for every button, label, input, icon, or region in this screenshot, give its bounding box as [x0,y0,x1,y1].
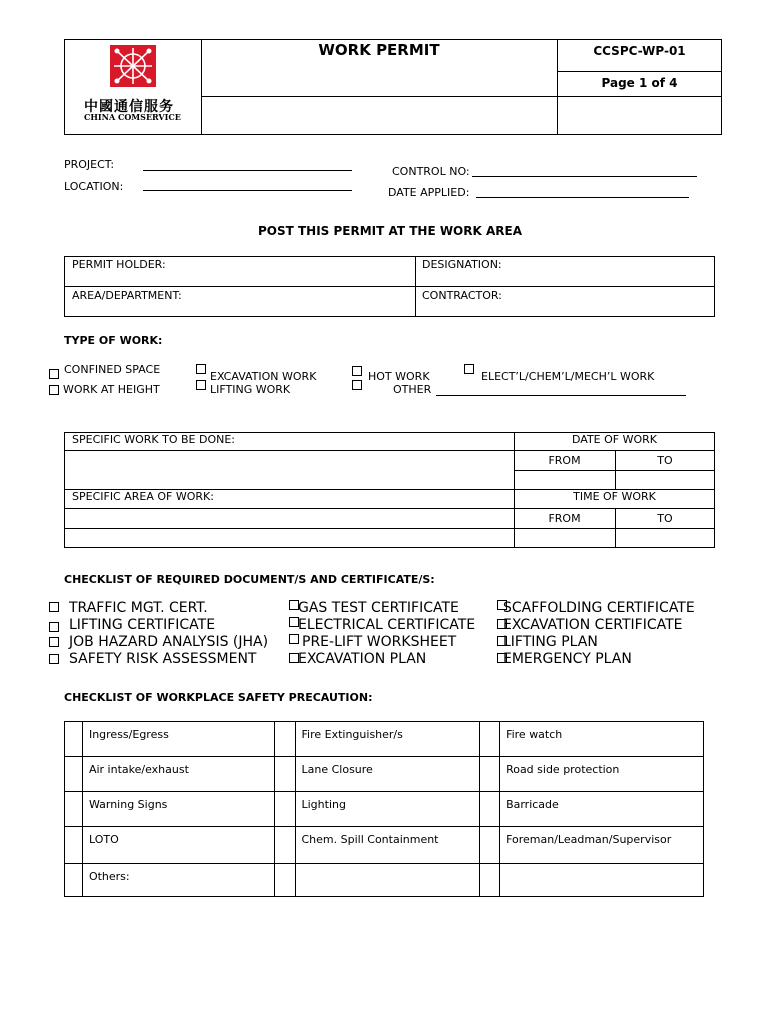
area-department-label: AREA/DEPARTMENT: [72,289,182,302]
precaution-item [295,864,480,897]
lifting-work-checkbox[interactable] [196,380,206,390]
work-table-row-2 [514,470,715,471]
other-checkbox[interactable] [352,380,362,390]
scaffolding-certificate-label: SCAFFOLDING CERTIFICATE [503,600,695,616]
project-label: PROJECT: [64,158,115,171]
precautions-table [64,721,704,897]
company-name-cn: 中國通信服务 [84,99,174,115]
date-of-work-label: DATE OF WORK [572,433,657,446]
table-row [65,827,704,864]
confined-space-checkbox[interactable] [49,369,59,379]
table-row [65,864,704,897]
lifting-certificate-checkbox[interactable] [49,622,59,632]
permit-holder-label: PERMIT HOLDER: [72,258,166,271]
work-table-row-5 [64,528,715,529]
time-from-label: FROM [548,512,581,525]
company-logo [110,45,156,87]
holder-table-col-divider [415,256,416,317]
time-to-label: TO [657,512,673,525]
excavation-work-label: EXCAVATION WORK [210,370,317,383]
work-table-row-4 [64,508,715,509]
lifting-work-label: LIFTING WORK [210,383,291,396]
traffic-mgt-cert-label: TRAFFIC MGT. CERT. [69,600,208,616]
precautions-heading: CHECKLIST OF WORKPLACE SAFETY PRECAUTION: [64,691,373,704]
document-code: CCSPC-WP-01 [593,44,686,58]
gas-test-certificate-label: GAS TEST CERTIFICATE [298,600,459,616]
control-no-label: CONTROL NO: [392,165,470,178]
page-title: WORK PERMIT [318,41,440,59]
precaution-checkbox-cell[interactable] [274,827,295,864]
location-label: LOCATION: [64,180,124,193]
pre-lift-worksheet-checkbox[interactable] [289,634,299,644]
table-row [65,792,704,827]
precaution-item: Foreman/Leadman/Supervisor [500,827,704,864]
excavation-certificate-label: EXCAVATION CERTIFICATE [503,617,683,633]
lifting-certificate-label: LIFTING CERTIFICATE [69,617,216,633]
jha-label: JOB HAZARD ANALYSIS (JHA) [69,634,269,650]
precaution-checkbox-cell[interactable] [65,864,83,897]
date-to-label: TO [657,454,673,467]
precaution-item: Chem. Spill Containment [295,827,480,864]
location-field[interactable] [143,190,352,191]
work-at-height-checkbox[interactable] [49,385,59,395]
precaution-item: Air intake/exhaust [82,757,274,792]
precaution-checkbox-cell[interactable] [480,722,500,757]
hot-work-checkbox[interactable] [352,366,362,376]
table-row [65,722,704,757]
precaution-item: Fire watch [500,722,704,757]
designation-label: DESIGNATION: [422,258,502,271]
precaution-checkbox-cell[interactable] [480,757,500,792]
header-divider-code [557,71,722,72]
emergency-plan-label: EMERGENCY PLAN [503,651,632,667]
work-at-height-label: WORK AT HEIGHT [63,383,160,396]
header-divider-mid [201,96,722,97]
precaution-checkbox-cell[interactable] [65,757,83,792]
electrical-certificate-label: ELECTRICAL CERTIFICATE [298,617,476,633]
time-of-work-label: TIME OF WORK [573,490,656,503]
confined-space-label: CONFINED SPACE [64,363,161,376]
precaution-item: Ingress/Egress [82,722,274,757]
post-notice: POST THIS PERMIT AT THE WORK AREA [257,224,522,238]
date-applied-label: DATE APPLIED: [388,186,470,199]
type-of-work-heading: TYPE OF WORK: [64,334,163,347]
precaution-checkbox-cell[interactable] [65,827,83,864]
work-table-row-1 [64,450,715,451]
precaution-item: Fire Extinguisher/s [295,722,480,757]
date-applied-field[interactable] [476,197,689,198]
table-row [65,757,704,792]
documents-heading: CHECKLIST OF REQUIRED DOCUMENT/S AND CERTIFICATE/S: [64,573,435,586]
excavation-plan-label: EXCAVATION PLAN [298,651,427,667]
specific-work-label: SPECIFIC WORK TO BE DONE: [72,433,236,446]
hot-work-label: HOT WORK [368,370,430,383]
company-name-en: CHINA COMSERVICE [84,112,181,122]
precaution-item [500,864,704,897]
precaution-checkbox-cell[interactable] [65,722,83,757]
precaution-item: Lighting [295,792,480,827]
precaution-item: Road side protection [500,757,704,792]
page-number: Page 1 of 4 [601,76,678,90]
precaution-checkbox-cell[interactable] [274,792,295,827]
precaution-checkbox-cell[interactable] [274,757,295,792]
precaution-item: LOTO [82,827,274,864]
precaution-checkbox-cell[interactable] [274,864,295,897]
holder-table-row-divider [64,286,715,287]
precaution-checkbox-cell[interactable] [480,792,500,827]
precaution-checkbox-cell[interactable] [480,827,500,864]
jha-checkbox[interactable] [49,637,59,647]
other-field[interactable] [436,395,686,396]
pre-lift-worksheet-label: PRE-LIFT WORKSHEET [302,634,457,650]
precaution-item: Warning Signs [82,792,274,827]
safety-risk-assessment-label: SAFETY RISK ASSESSMENT [69,651,257,667]
traffic-mgt-cert-checkbox[interactable] [49,602,59,612]
other-label: OTHER [393,383,432,396]
elect-chem-mech-work-label: ELECT’L/CHEM’L/MECH’L WORK [481,370,655,383]
date-from-label: FROM [548,454,581,467]
elect-chem-mech-work-checkbox[interactable] [464,364,474,374]
precaution-item: Lane Closure [295,757,480,792]
lifting-plan-label: LIFTING PLAN [503,634,598,650]
precaution-checkbox-cell[interactable] [274,722,295,757]
control-no-field[interactable] [472,176,697,177]
contractor-label: CONTRACTOR: [422,289,502,302]
precaution-checkbox-cell[interactable] [480,864,500,897]
excavation-work-checkbox[interactable] [196,364,206,374]
precaution-item: Barricade [500,792,704,827]
project-field[interactable] [143,170,352,171]
specific-area-label: SPECIFIC AREA OF WORK: [72,490,214,503]
precaution-checkbox-cell[interactable] [65,792,83,827]
safety-risk-assessment-checkbox[interactable] [49,654,59,664]
precaution-item: Others: [82,864,274,897]
